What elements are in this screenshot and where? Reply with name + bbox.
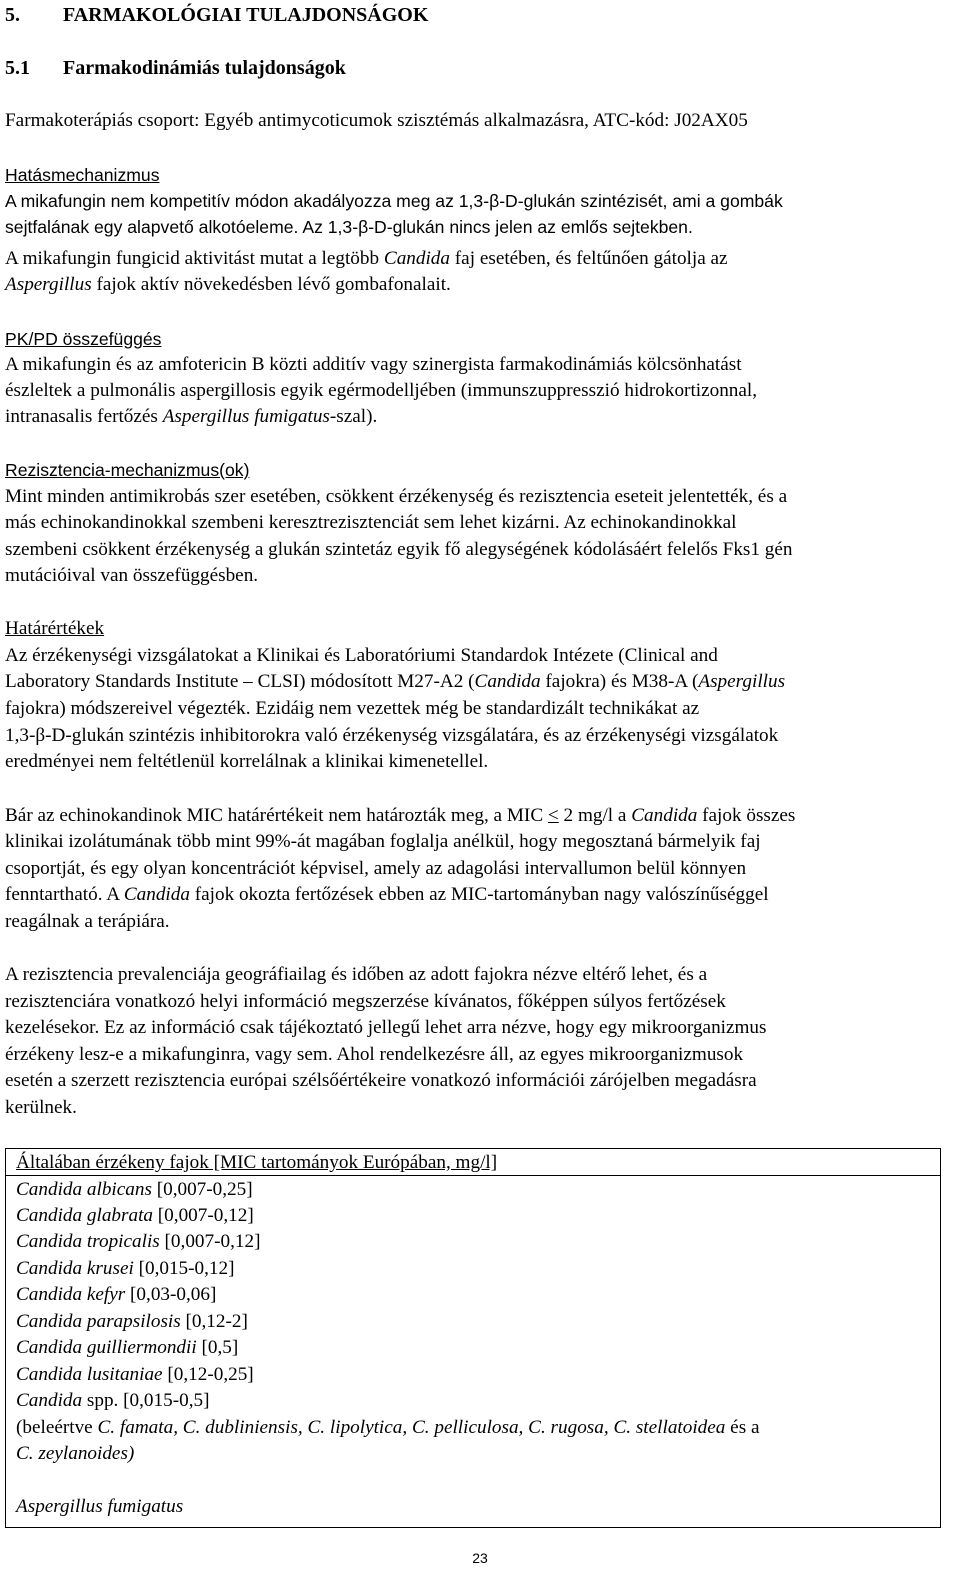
pkpd-line: intranasalis fertőzés Aspergillus fumigatus-szal).	[5, 406, 378, 427]
table-divider	[6, 1175, 940, 1176]
mic-line: csoportját, és egy olyan koncentrációt képvisel, amely az adagolási intervallumon belül könnyen	[5, 858, 747, 879]
table-row: Candida lusitaniae [0,12-0,25]	[16, 1364, 254, 1385]
breakpoints-heading: Határértékek	[5, 618, 105, 639]
page-number: 23	[472, 1550, 488, 1566]
prevalence-line: kezelésekor. Ez az információ csak tájékoztató jellegű lehet arra nézve, hogy egy mikroorganizmus	[5, 1017, 767, 1038]
pkpd-heading: PK/PD összefüggés	[5, 329, 162, 349]
resistance-line: szembeni csökkent érzékenység a glukán szintetáz egyik fő alegységének kódolásáért felelős Fks1 gén	[5, 539, 793, 560]
mechanism-heading: Hatásmechanizmus	[5, 165, 160, 185]
mic-line: fenntartható. A Candida fajok okozta fertőzések ebben az MIC-tartományban nagy valószínűséggel	[5, 884, 769, 905]
prevalence-line: rezisztenciára vonatkozó helyi információ megszerzése kívánatos, főképpen súlyos fertőzések	[5, 991, 726, 1012]
table-row: Candida kefyr [0,03-0,06]	[16, 1284, 217, 1305]
prevalence-line: esetén a szerzett rezisztencia európai szélsőértékeire vonatkozó információi zárójelben megadásra	[5, 1070, 757, 1091]
pkpd-line: észleltek a pulmonális aspergillosis egyik egérmodelljében (immunszuppresszió hidrokortizonnal,	[5, 380, 758, 401]
mechanism-line: Aspergillus fajok aktív növekedésben lévő gombafonalait.	[5, 274, 451, 295]
table-row: Candida albicans [0,007-0,25]	[16, 1179, 253, 1200]
table-row: Aspergillus fumigatus	[16, 1496, 184, 1517]
table-row: (beleértve C. famata, C. dubliniensis, C. lipolytica, C. pelliculosa, C. rugosa, C. stellatoidea és a	[16, 1417, 760, 1438]
prevalence-line: érzékeny lesz-e a mikafunginra, vagy sem. Ahol rendelkezésre áll, az egyes mikroorganizmusok	[5, 1044, 744, 1065]
section-heading: 5. FARMAKOLÓGIAI TULAJDONSÁGOK	[5, 4, 429, 26]
table-row: Candida tropicalis [0,007-0,12]	[16, 1231, 261, 1252]
table-row: Candida parapsilosis [0,12-2]	[16, 1311, 248, 1332]
breakpoints-line: 1,3-β-D-glukán szintézis inhibitorokra való érzékenység vizsgálatára, és az érzékenységi vizsgálatok	[5, 725, 779, 746]
mic-line: klinikai izolátumának több mint 99%-át magában foglalja anélkül, hogy megosztaná bármelyik faj	[5, 831, 761, 852]
mechanism-line: sejtfalának egy alapvető alkotóeleme. Az 1,3-β-D-glukán nincs jelen az emlős sejtekben.	[5, 217, 693, 237]
atc-code-line: Farmakoterápiás csoport: Egyéb antimycoticumok szisztémás alkalmazásra, ATC-kód: J02AX05	[5, 110, 748, 131]
table-header: Általában érzékeny fajok [MIC tartományok Európában, mg/l]	[16, 1152, 498, 1173]
table-row: Candida spp. [0,015-0,5]	[16, 1390, 210, 1411]
resistance-line: Mint minden antimikrobás szer esetében, csökkent érzékenység és rezisztencia eseteit jelentették, és a	[5, 486, 788, 507]
breakpoints-line: fajokra) módszereivel végezték. Ezidáig nem vezettek még be standardizált technikákat az	[5, 698, 700, 719]
breakpoints-line: Az érzékenységi vizsgálatokat a Klinikai és Laboratóriumi Standardok Intézete (Clinical and	[5, 645, 718, 666]
mechanism-line: A mikafungin nem kompetitív módon akadályozza meg az 1,3-β-D-glukán szintézisét, ami a gombák	[5, 191, 783, 211]
mic-line: reagálnak a terápiára.	[5, 911, 170, 932]
table-row: Candida krusei [0,015-0,12]	[16, 1258, 235, 1279]
table-row: C. zeylanoides)	[16, 1443, 135, 1464]
resistance-line: mutációival van összefüggésben.	[5, 565, 259, 586]
table-row: Candida guilliermondii [0,5]	[16, 1337, 239, 1358]
table-row: Candida glabrata [0,007-0,12]	[16, 1205, 254, 1226]
susceptibility-table	[5, 1148, 941, 1528]
resistance-line: más echinokandinokkal szembeni keresztrezisztenciát sem lehet kizárni. Az echinokandinokkal	[5, 512, 737, 533]
resistance-heading: Rezisztencia-mechanizmus(ok)	[5, 460, 250, 480]
breakpoints-line: Laboratory Standards Institute – CLSI) módosított M27-A2 (Candida fajokra) és M38-A (Aspergillus	[5, 671, 786, 692]
pkpd-line: A mikafungin és az amfotericin B közti additív vagy szinergista farmakodinámiás kölcsönhatást	[5, 354, 742, 375]
breakpoints-line: eredményei nem feltétlenül korrelálnak a klinikai kimenetellel.	[5, 751, 489, 772]
prevalence-line: kerülnek.	[5, 1097, 77, 1118]
prevalence-line: A rezisztencia prevalenciája geográfiailag és időben az adott fajokra nézve eltérő lehet, és a	[5, 964, 708, 985]
mic-line: Bár az echinokandinok MIC határértékeit nem határozták meg, a MIC < 2 mg/l a Candida fajok összes	[5, 805, 796, 826]
subsection-heading: 5.1 Farmakodinámiás tulajdonságok	[5, 57, 346, 79]
mechanism-line: A mikafungin fungicid aktivitást mutat a legtöbb Candida faj esetében, és feltűnően gátolja az	[5, 248, 728, 269]
